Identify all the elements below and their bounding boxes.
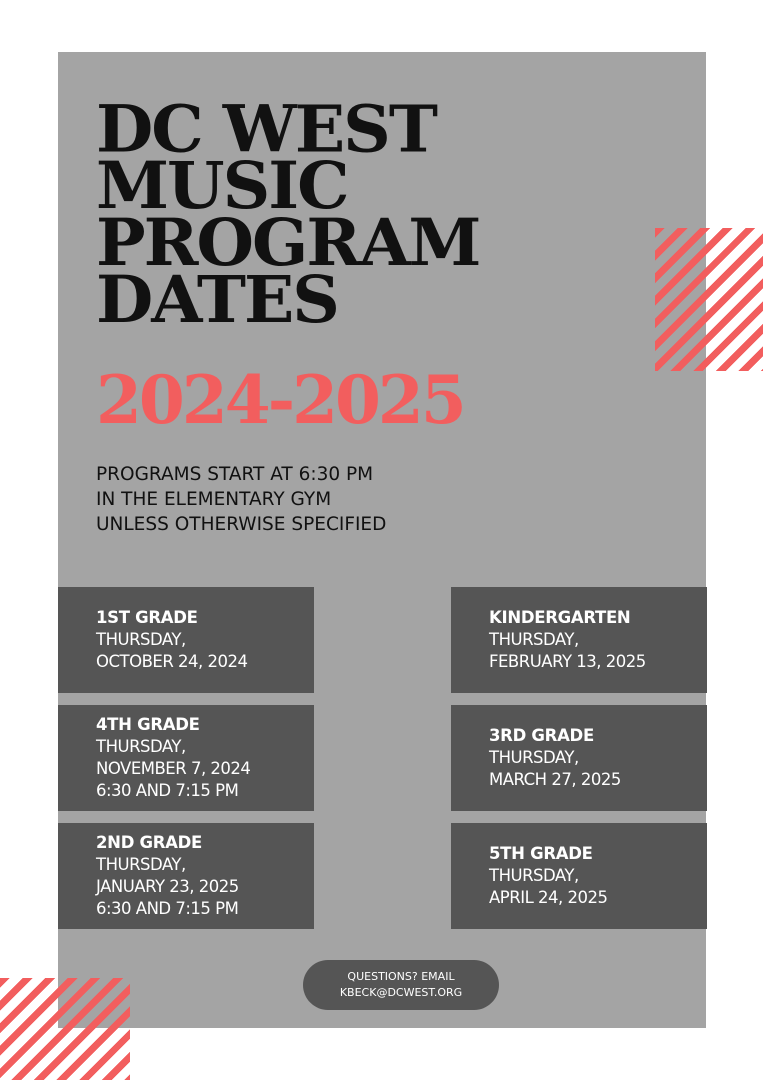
program-card-5th-grade	[451, 823, 707, 929]
program-date-line: OCTOBER 24, 2024	[96, 652, 248, 671]
grade-label: KINDERGARTEN	[489, 608, 631, 627]
program-date-line: NOVEMBER 7, 2024	[96, 759, 251, 778]
title-line: DC WEST	[96, 90, 436, 167]
program-card-2nd-grade	[58, 823, 314, 929]
contact-pill	[303, 960, 499, 1010]
program-card-3rd-grade	[451, 705, 707, 811]
decorative-stripes-left	[0, 978, 130, 1080]
program-date-line: THURSDAY,	[96, 737, 186, 756]
program-time-line: 6:30 AND 7:15 PM	[96, 781, 239, 800]
program-date-line: THURSDAY,	[96, 630, 186, 649]
program-time-line: 6:30 AND 7:15 PM	[96, 899, 239, 918]
school-year: 2024-2025	[96, 361, 464, 439]
title-line: DATES	[96, 261, 338, 338]
program-date-line: APRIL 24, 2025	[489, 888, 608, 907]
program-info	[96, 462, 456, 537]
contact-email: KBECK@DCWEST.ORG	[339, 986, 463, 999]
grade-label: 5TH GRADE	[489, 844, 593, 863]
program-card-4th-grade	[58, 705, 314, 811]
program-date-line: MARCH 27, 2025	[489, 770, 621, 789]
grade-label: 2ND GRADE	[96, 833, 203, 852]
grade-label: 1ST GRADE	[96, 608, 198, 627]
program-date-line: THURSDAY,	[96, 855, 186, 874]
program-date-line: JANUARY 23, 2025	[96, 877, 239, 896]
program-date-line: THURSDAY,	[489, 630, 579, 649]
grade-label: 4TH GRADE	[96, 715, 200, 734]
contact-question: QUESTIONS? EMAIL	[347, 970, 455, 983]
title-line: MUSIC	[96, 147, 348, 224]
info-line: PROGRAMS START AT 6:30 PM	[96, 464, 374, 485]
program-card-1st-grade	[58, 587, 314, 693]
grade-label: 3RD GRADE	[489, 726, 594, 745]
poster-title	[96, 90, 536, 338]
info-line: UNLESS OTHERWISE SPECIFIED	[96, 514, 387, 535]
info-line: IN THE ELEMENTARY GYM	[96, 489, 332, 510]
program-date-line: THURSDAY,	[489, 866, 579, 885]
decorative-stripes-right	[655, 228, 763, 371]
title-line: PROGRAM	[96, 204, 480, 281]
program-date-line: THURSDAY,	[489, 748, 579, 767]
program-card-kindergarten	[451, 587, 707, 693]
program-date-line: FEBRUARY 13, 2025	[489, 652, 646, 671]
